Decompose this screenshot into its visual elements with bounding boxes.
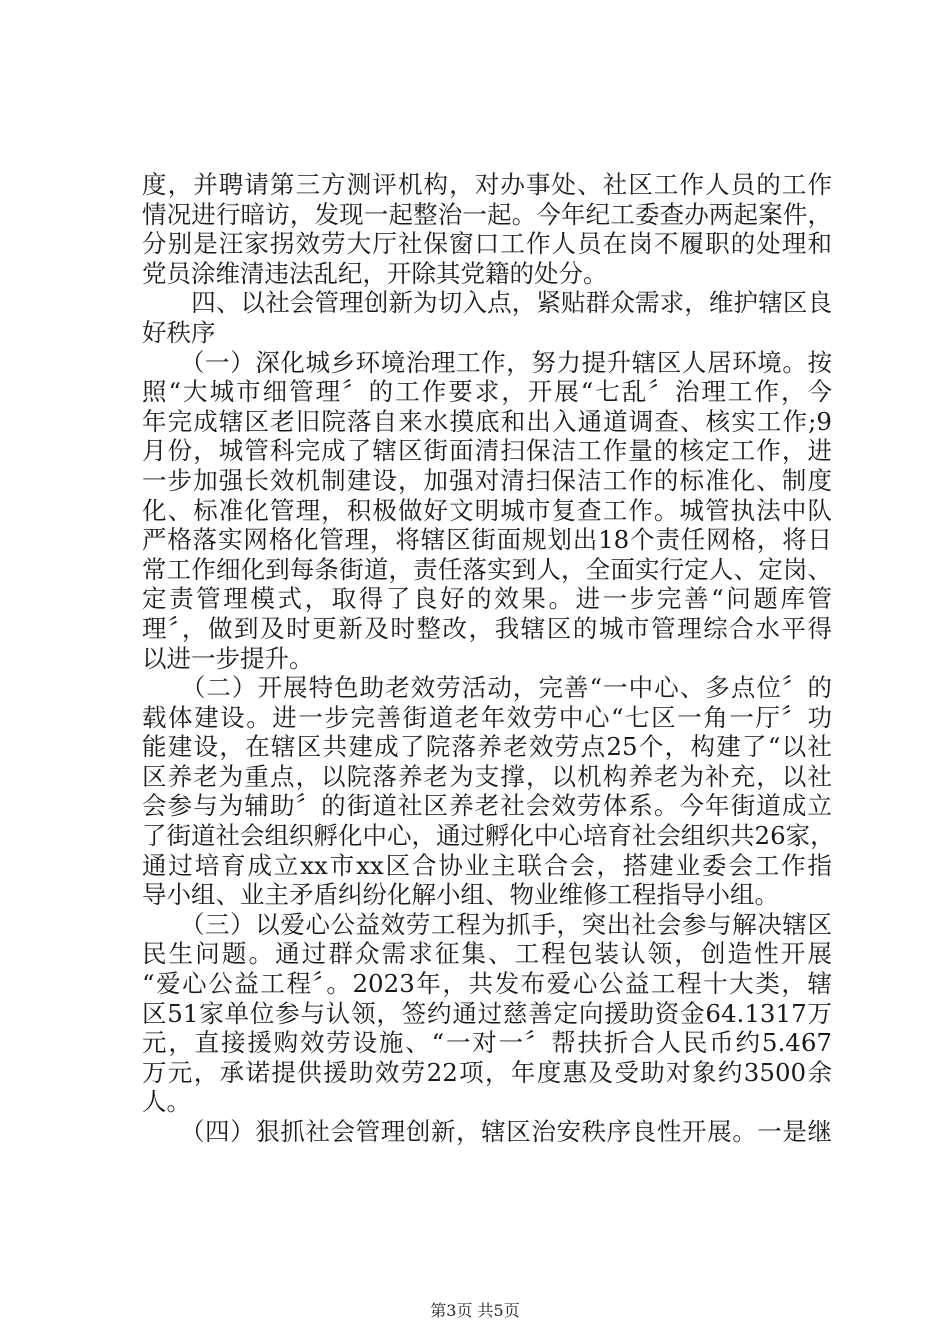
text-line: 一步加强长效机制建设，加强对清扫保洁工作的标准化、制度 (142, 465, 832, 495)
text-line: 了街道社会组织孵化中心，通过孵化中心培育社会组织共26家， (142, 821, 835, 851)
text-line: 元，直接援购效劳设施、“一对一〞帮扶折合人民币约5.467 (142, 1028, 832, 1058)
text-line: 化、标准化管理，积极做好文明城市复查工作。城管执法中队 (142, 495, 832, 525)
text-line: 会参与为辅助〞的街道社区养老社会效劳体系。今年街道成立 (142, 791, 832, 821)
text-line: 导小组、业主矛盾纠纷化解小组、物业维修工程指导小组。 (142, 880, 779, 910)
document-body (142, 170, 835, 1147)
text-line: 以进一步提升。 (142, 643, 314, 673)
text-line: 人。 (142, 1087, 191, 1117)
text-line: 度，并聘请第三方测评机构，对办事处、社区工作人员的工作 (142, 170, 832, 199)
text-line: 严格落实网格化管理，将辖区街面规划出18个责任网格，将日 (142, 525, 832, 555)
text-line: 定责管理模式，取得了良好的效果。进一步完善“问题库管 (142, 584, 832, 614)
text-line: （一）深化城乡环境治理工作，努力提升辖区人居环境。按 (142, 347, 832, 377)
text-line: 月份，城管科完成了辖区街面清扫保洁工作量的核定工作，进 (142, 436, 832, 466)
text-line: 能建设，在辖区共建成了院落养老效劳点25个，构建了“以社 (142, 732, 832, 762)
text-line: 区51家单位参与认领，签约通过慈善定向援助资金64.1317万 (142, 998, 832, 1028)
page-footer: 第3页 共5页 (430, 1301, 520, 1320)
text-line: 好秩序 (142, 317, 216, 347)
text-line: 区养老为重点，以院落养老为支撑，以机构养老为补充，以社 (142, 761, 832, 791)
text-line: 党员涂维清违法乱纪，开除其党籍的处分。 (142, 258, 608, 288)
text-line: 民生问题。通过群众需求征集、工程包装认领，创造性开展 (142, 939, 832, 969)
text-line: 分别是汪家拐效劳大厅社保窗口工作人员在岗不履职的处理和 (142, 229, 832, 259)
text-line: 年完成辖区老旧院落自来水摸底和出入通道调查、核实工作;9 (142, 406, 832, 436)
text-line: 情况进行暗访，发现一起整治一起。今年纪工委查办两起案件， (142, 199, 832, 229)
text-line: 照“大城市细管理〞的工作要求，开展“七乱〞治理工作，今 (142, 377, 832, 407)
text-line: （四）狠抓社会管理创新，辖区治安秩序良性开展。一是继 (142, 1117, 832, 1146)
text-line: 理〞，做到及时更新及时整改，我辖区的城市管理综合水平得 (142, 613, 832, 643)
text-line: 载体建设。进一步完善街道老年效劳中心“七区一角一厅〞功 (142, 702, 832, 732)
text-line: 常工作细化到每条街道，责任落实到人，全面实行定人、定岗、 (142, 554, 832, 584)
text-line: “爱心公益工程〞。2023年，共发布爱心公益工程十大类，辖 (142, 969, 832, 999)
text-line: 通过培育成立xx市xx区合协业主联合会，搭建业委会工作指 (142, 850, 832, 880)
text-line: 万元，承诺提供援助效劳22项，年度惠及受助对象约3500余 (142, 1057, 832, 1087)
text-line: 四、以社会管理创新为切入点，紧贴群众需求，维护辖区良 (142, 288, 832, 318)
text-line: （二）开展特色助老效劳活动，完善“一中心、多点位〞的 (142, 673, 832, 703)
text-line: （三）以爱心公益效劳工程为抓手，突出社会参与解决辖区 (142, 909, 832, 939)
